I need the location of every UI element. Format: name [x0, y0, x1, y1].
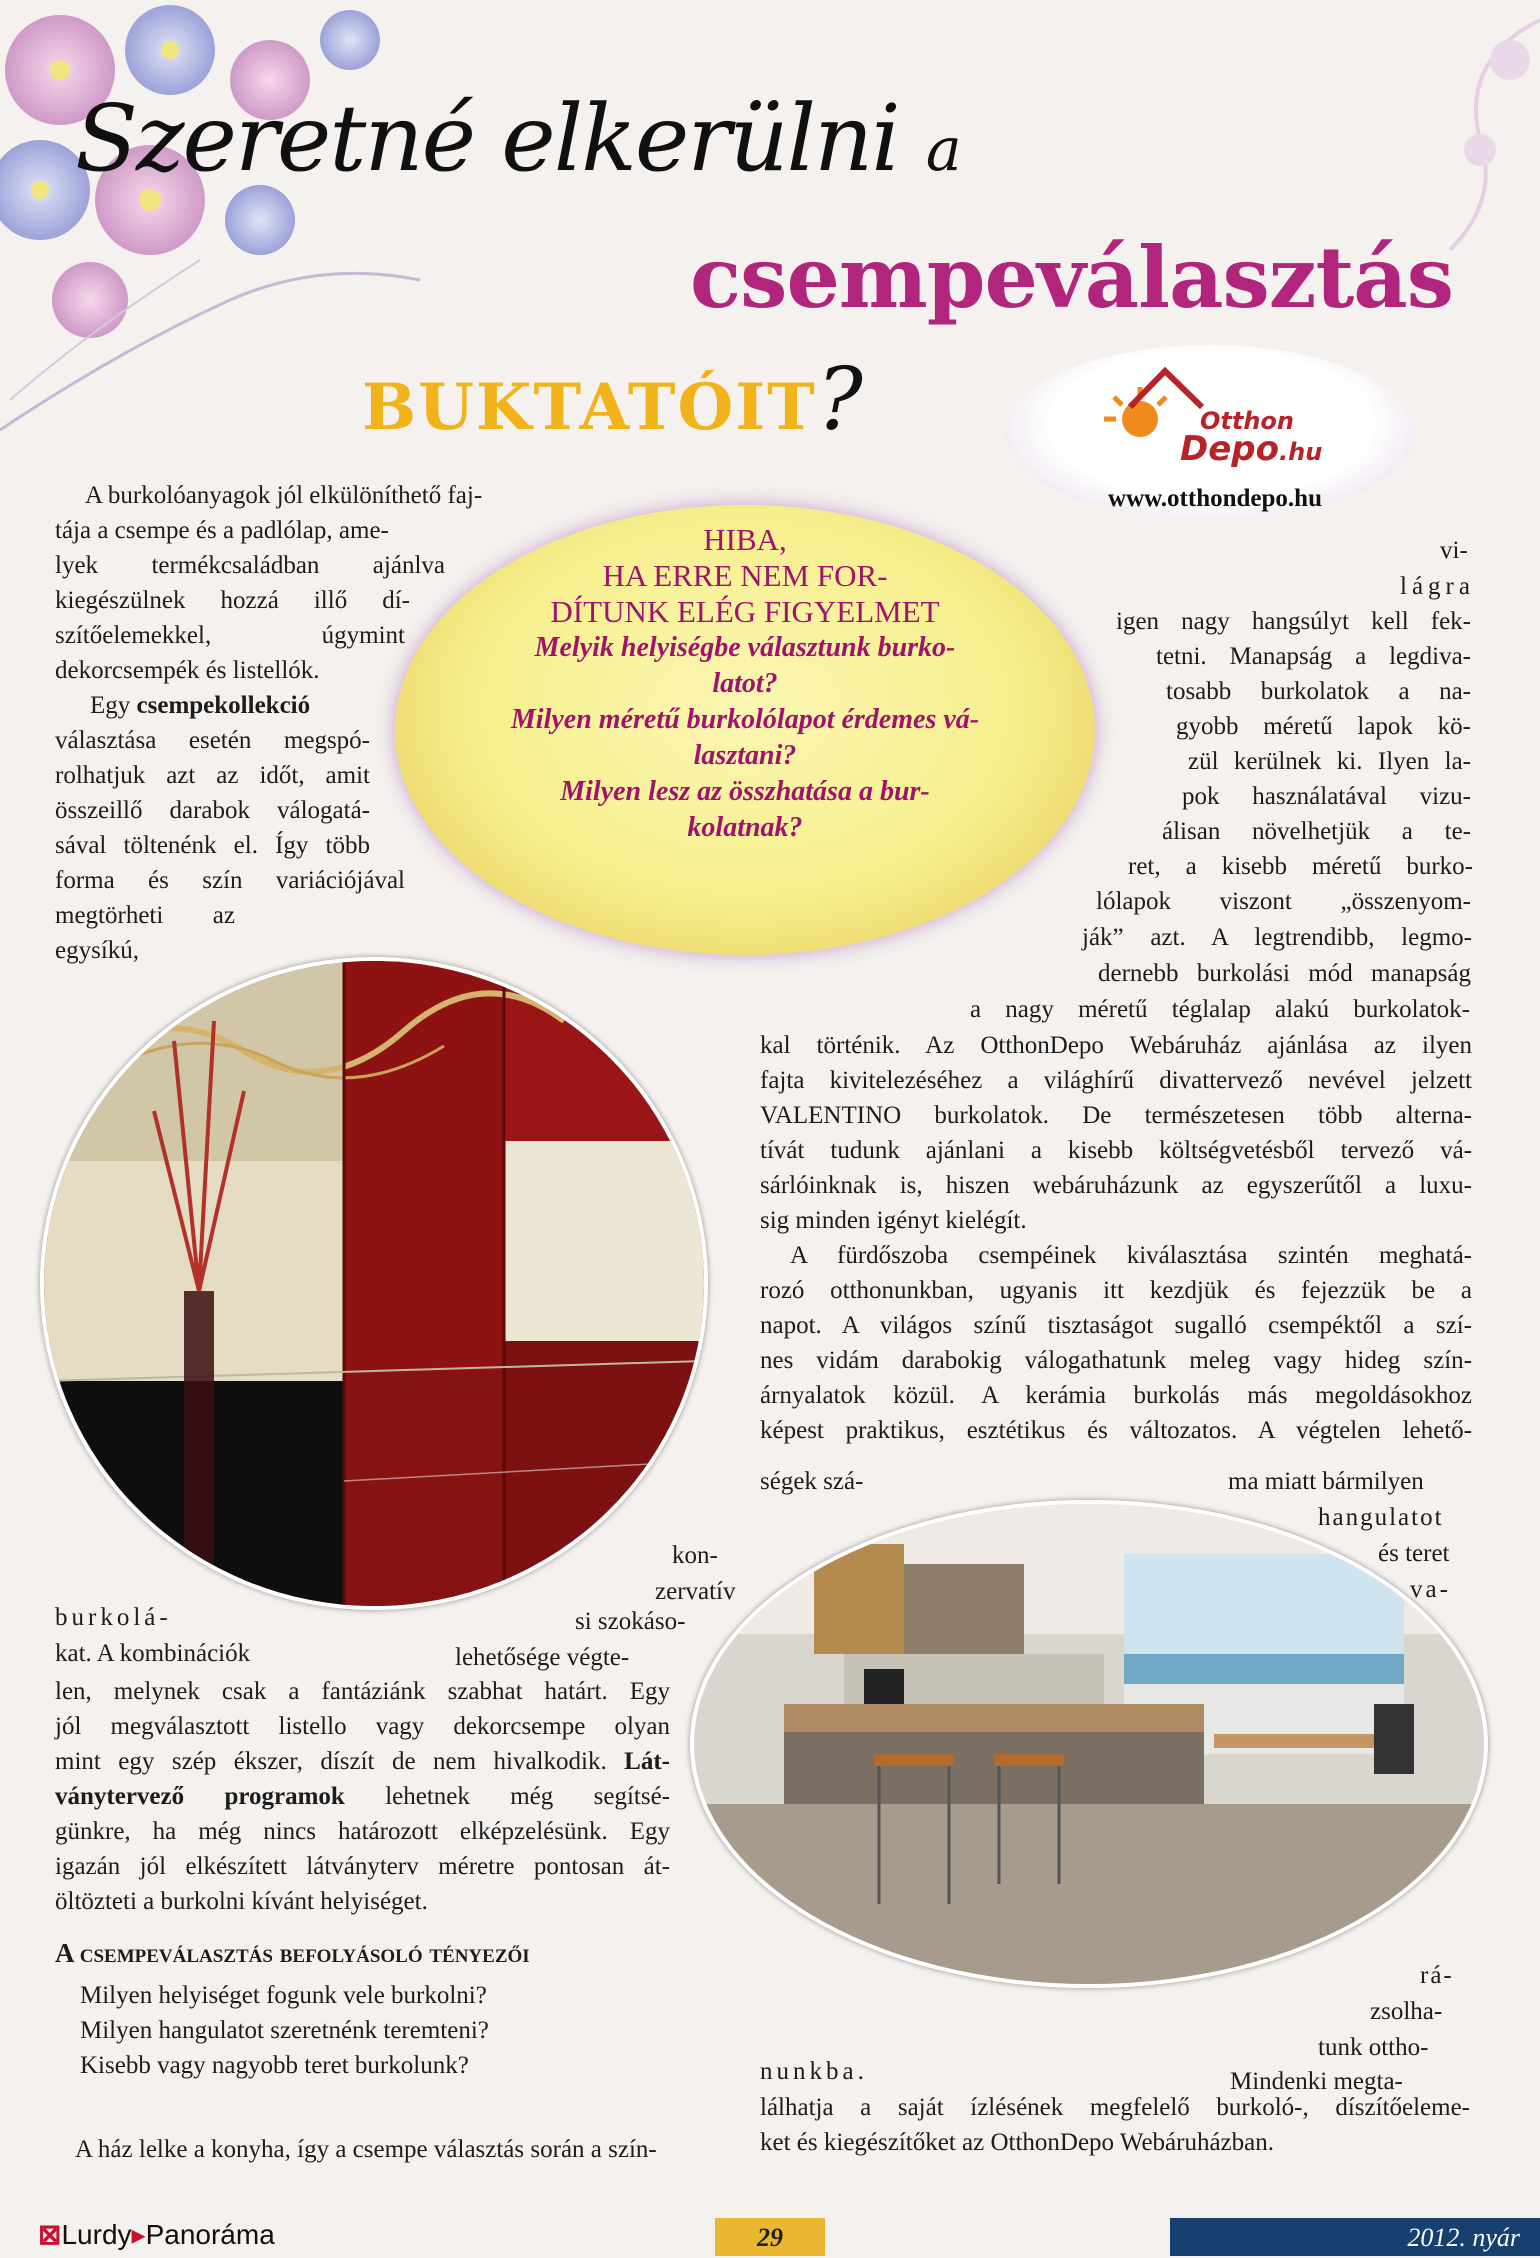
left-paragraph-2 — [55, 1674, 670, 1919]
wrap-zervativ: zervatív — [655, 1578, 736, 1605]
title-question-mark: ? — [816, 350, 865, 450]
text-line: ret, a kisebb méretű burko- — [1128, 853, 1473, 880]
flower-decoration-right — [1360, 0, 1540, 260]
text-fragment: mint egy szép ékszer, díszít de nem hivalkodik. — [55, 1748, 607, 1775]
text-line: kiegészülnek hozzá illő dí- — [55, 587, 410, 614]
bubble-question-line: Melyik helyiségbe választunk burko- — [534, 632, 956, 663]
bubble-heading-line: HA ERRE NEM FOR- — [602, 558, 888, 593]
text-line: sával töltenénk el. Így több — [55, 832, 370, 859]
text-line: árnyalatok közül. A kerámia burkolás más megoldásokhoz — [760, 1382, 1472, 1409]
brand-lurdy: Lurdy — [61, 2219, 132, 2250]
bubble-heading-line: DÍTUNK ELÉG FIGYELMET — [550, 594, 940, 629]
wrap-burkola: burkolá- — [55, 1604, 172, 1631]
wrap-zsolha: zsolha- — [1370, 1998, 1443, 2025]
bubble-question-line: lasztani? — [693, 740, 797, 771]
text-line: ják” azt. A legtrendibb, legmo- — [1082, 924, 1472, 951]
text-fragment: Egy — [90, 692, 131, 719]
text-line: günkre, ha még nincs határozott elképzelésünk. Egy — [55, 1818, 670, 1845]
title-emphasis: BUKTATÓIT — [362, 370, 817, 445]
wrap-ra: rá- — [1420, 1962, 1454, 1989]
text-bold: ványtervező programok — [55, 1783, 345, 1810]
text-line: fajta kivitelezéséhez a világhírű divattervező nevével jelzett — [760, 1067, 1472, 1094]
title-line-3 — [362, 350, 865, 450]
wrap-kat: kat. A kombinációk — [55, 1640, 251, 1667]
text-line: tetni. Manapság a legdiva- — [1156, 643, 1471, 670]
text-line: lyek termékcsaládban ajánlva — [55, 552, 445, 579]
bubble-question-line: Milyen méretű burkolólapot érdemes vá- — [510, 704, 980, 735]
wrap-tunk-ottho: tunk ottho- — [1318, 2034, 1429, 2061]
logo-brand-bottom — [1180, 429, 1322, 469]
wrap-ma-miatt: ma miatt bármilyen — [1228, 1468, 1424, 1495]
page-number: 29 — [715, 2218, 825, 2256]
text-line: A burkolóanyagok jól elkülöníthető faj- — [85, 482, 483, 509]
kitchen-image — [694, 1504, 1484, 1984]
text-line: megtörheti az — [55, 902, 235, 929]
text-line: képest praktikus, esztétikus és változatos. A végtelen lehető- — [760, 1417, 1472, 1444]
footer-brand — [38, 2218, 275, 2251]
text-line: kal történik. Az OtthonDepo Webáruház ajánlása az ilyen — [760, 1032, 1472, 1059]
text-line: rozó otthonunkban, ugyanis itt kezdjük és fejezzük be a — [760, 1277, 1472, 1304]
wrap-va: va- — [1410, 1576, 1451, 1603]
text-line: igazán jól elkészített látványterv méretre pontosan át- — [55, 1853, 670, 1880]
text-line: VALENTINO burkolatok. De természetesen több alterna- — [760, 1102, 1472, 1129]
left-last-line: A ház lelke a konyha, így a csempe választás során a szín- — [75, 2136, 657, 2163]
bubble-question-line: latot? — [712, 668, 778, 699]
text-line: egysíkú, — [55, 937, 140, 964]
list-item: Kisebb vagy nagyobb teret burkolunk? — [80, 2052, 469, 2079]
text-line: tívát tudunk ajánlani a kisebb költségvetésből tervező vá- — [760, 1137, 1472, 1164]
right-final-paragraph — [760, 2090, 1470, 2160]
text-line: dernebb burkolási mód manapság — [1098, 960, 1471, 987]
right-wide-paragraph — [760, 1028, 1472, 1448]
text-line: len, melynek csak a fantáziánk szabhat határt. Egy — [55, 1678, 670, 1705]
photo-kitchen — [690, 1500, 1488, 1988]
text-line: dekorcsempék és listellók. — [55, 657, 320, 684]
text-line: igen nagy hangsúlyt kell fek- — [1116, 608, 1471, 635]
text-line: sig minden igényt kielégít. — [760, 1207, 1027, 1234]
wrap-kon: kon- — [672, 1542, 718, 1569]
left-paragraph-1 — [55, 478, 560, 968]
text-line: zül kerülnek ki. Ilyen la- — [1188, 748, 1471, 775]
brand-panorama: Panoráma — [145, 2219, 275, 2250]
right-column-text — [1116, 604, 1471, 849]
wrap-nunkba: nunkba. — [760, 2058, 868, 2085]
brand-logo-icon: ⊠ — [38, 2219, 62, 2250]
red-tile-wall-image — [44, 961, 704, 1606]
title-line-2: csempeválasztás — [690, 228, 1454, 327]
text-line: álisan növelhetjük a te- — [1162, 818, 1471, 845]
text-line — [55, 1744, 670, 1779]
text-line: tosabb burkolatok a na- — [1166, 678, 1471, 705]
text-line: nes vidám darabokig válogathatunk meleg vagy hideg szín- — [760, 1347, 1472, 1374]
text-line: szítőelemekkel, úgymint — [55, 622, 405, 649]
wrap-segek-sza: ségek szá- — [760, 1468, 864, 1495]
text-line: jól megválasztott listello vagy dekorcsempe olyan — [55, 1713, 670, 1740]
wrap-vi: vi- — [1440, 537, 1468, 564]
text-line: tája a csempe és a padlólap, ame- — [55, 517, 389, 544]
list-item: Milyen hangulatot szeretnénk teremteni? — [80, 2017, 489, 2044]
factors-list — [80, 1978, 489, 2083]
text-line: a nagy méretű téglalap alakú burkolatok- — [970, 996, 1470, 1023]
wrap-es-teret: és teret — [1378, 1540, 1450, 1567]
logo-brand-top: Otthon — [1200, 407, 1295, 435]
text-line — [55, 1779, 670, 1814]
photo-red-tiles — [40, 957, 708, 1610]
text-line: ket és kiegészítőket az OtthonDepo Webáruházban. — [760, 2129, 1275, 2156]
text-fragment: lehetnek még segítsé- — [385, 1783, 670, 1810]
text-bold: csempekollekció — [136, 692, 311, 719]
wrap-lehetosege: lehetősége végte- — [455, 1644, 630, 1671]
text-line: összeillő darabok válogatá- — [55, 797, 370, 824]
text-line: napot. A világos színű tisztaságot sugalló csempéktől a szí- — [760, 1312, 1472, 1339]
text-line: gyobb méretű lapok kö- — [1176, 713, 1471, 740]
text-line: lálhatja a saját ízlésének megfelelő burkoló-, díszítőeleme- — [760, 2094, 1470, 2121]
text-line: rolhatjuk azt az időt, amit — [55, 762, 370, 789]
issue-date: 2012. nyár — [1407, 2223, 1520, 2252]
text-line — [55, 688, 560, 723]
text-line: forma és szín variációjával — [55, 867, 405, 894]
bubble-question-line: kolatnak? — [687, 812, 803, 843]
text-line: pok használatával vizu- — [1182, 783, 1471, 810]
wrap-lagra: lágra — [1400, 573, 1475, 600]
section-heading: A csempeválasztás befolyásoló tényezői — [55, 1938, 530, 1968]
bubble-heading-line: HIBA, — [703, 522, 787, 557]
logo-brand-depo: Depo — [1180, 429, 1279, 469]
bubble-question-line: Milyen lesz az összhatása a bur- — [560, 776, 930, 807]
logo-brand-suffix: .hu — [1278, 438, 1323, 466]
text-line: A fürdőszoba csempéinek kiválasztása szintén meghatá- — [790, 1242, 1472, 1269]
text-bold: Lát- — [624, 1748, 670, 1775]
list-item: Milyen helyiséget fogunk vele burkolni? — [80, 1982, 487, 2009]
title-line-1 — [75, 85, 960, 192]
text-line: lólapok viszont „összenyom- — [1096, 888, 1471, 915]
wrap-hangulatot: hangulatot — [1318, 1504, 1444, 1531]
logo-url[interactable]: www.otthondepo.hu — [1108, 485, 1322, 512]
text-line: választása esetén megspó- — [55, 727, 370, 754]
wrap-mindenki: Mindenki megta- — [1230, 2068, 1403, 2095]
wrap-si-szokaso: si szokáso- — [575, 1608, 686, 1635]
text-line: sárlóinknak is, hiszen webáruházunk az egyszerűtől a luxu- — [760, 1172, 1472, 1199]
text-line: öltözteti a burkolni kívánt helyiséget. — [55, 1888, 428, 1915]
brand-arrow-icon: ▸ — [131, 2219, 146, 2250]
title-article: a — [925, 115, 960, 185]
title-main: Szeretné elkerülni — [75, 85, 899, 192]
